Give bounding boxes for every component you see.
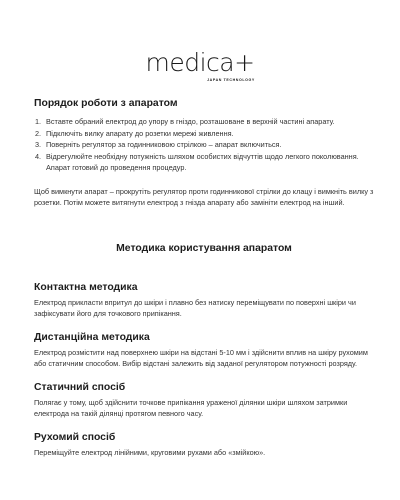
procedure-steps xyxy=(34,116,374,174)
remote-method-text: Електрод розмістити над поверхнею шкіри на відстані 5-10 мм і здійснити вплив на шкіру рухомим або статичним способом. Вибір відстані залежить від заданої регулятором потужності розряду. xyxy=(34,347,368,368)
step-text: Підключіть вилку апарату до розетки мережі живлення. xyxy=(46,128,234,138)
static-method-section xyxy=(34,382,374,420)
moving-method-heading: Рухомий спосіб xyxy=(34,431,116,443)
static-method-text: Полягає у тому, щоб здійснити точкове припікання ураженої ділянки шкіри шляхом затримки електрода на такій ділянці протягом певного часу. xyxy=(34,397,348,418)
step-text: Поверніть регулятор за годинниковою стрілкою – апарат включиться. xyxy=(46,140,282,149)
step-text: Вставте обраний електрод до упору в гніздо, розташоване в верхній частині апарату. xyxy=(46,117,335,126)
moving-method-section xyxy=(34,432,374,459)
procedure-step xyxy=(35,139,374,151)
logo-wordmark: medica+ xyxy=(145,48,255,77)
moving-method-text: Переміщуйте електрод лінійними, круговими рухами або «змійкою». xyxy=(34,447,266,457)
static-method-heading: Статичний спосіб xyxy=(34,381,126,393)
procedure-step xyxy=(35,116,374,128)
brand-logo xyxy=(0,48,400,82)
power-off-paragraph: Щоб вимкнути апарат – прокрутіть регулятор проти годинникової стрілки до клацу і вимкніть вилку з розетки. Потім можете витягнути електрод з гнізда апарату або замініти електрод на інший. xyxy=(34,186,374,207)
remote-method-heading: Дистанційна методика xyxy=(34,331,150,343)
step-number: 3. xyxy=(35,140,42,149)
remote-method-section xyxy=(34,332,374,370)
procedure-step xyxy=(35,128,374,140)
step-text: Відрегулюйте необхідну потужність шляхом особистих відчуттів щодо легкого поколювання. Апарат готовий до проведення процедур. xyxy=(46,151,359,172)
procedure-heading: Порядок роботи з апаратом xyxy=(34,98,178,109)
logo-tagline: JAPAN TECHNOLOGY xyxy=(207,78,255,82)
contact-method-section xyxy=(34,282,374,320)
document-content xyxy=(34,98,374,470)
step-number: 1. xyxy=(35,117,42,126)
contact-method-heading: Контактна методика xyxy=(34,281,138,293)
procedure-step xyxy=(35,151,374,174)
step-number: 2. xyxy=(35,128,42,138)
step-number: 4. xyxy=(35,151,42,161)
methods-heading: Методика користування апаратом xyxy=(116,242,292,254)
contact-method-text: Електрод прикласти впритул до шкіри і плавно без натиску переміщувати по поверхні шкіри чи зафіксувати його для точкового припікання. xyxy=(34,297,356,318)
